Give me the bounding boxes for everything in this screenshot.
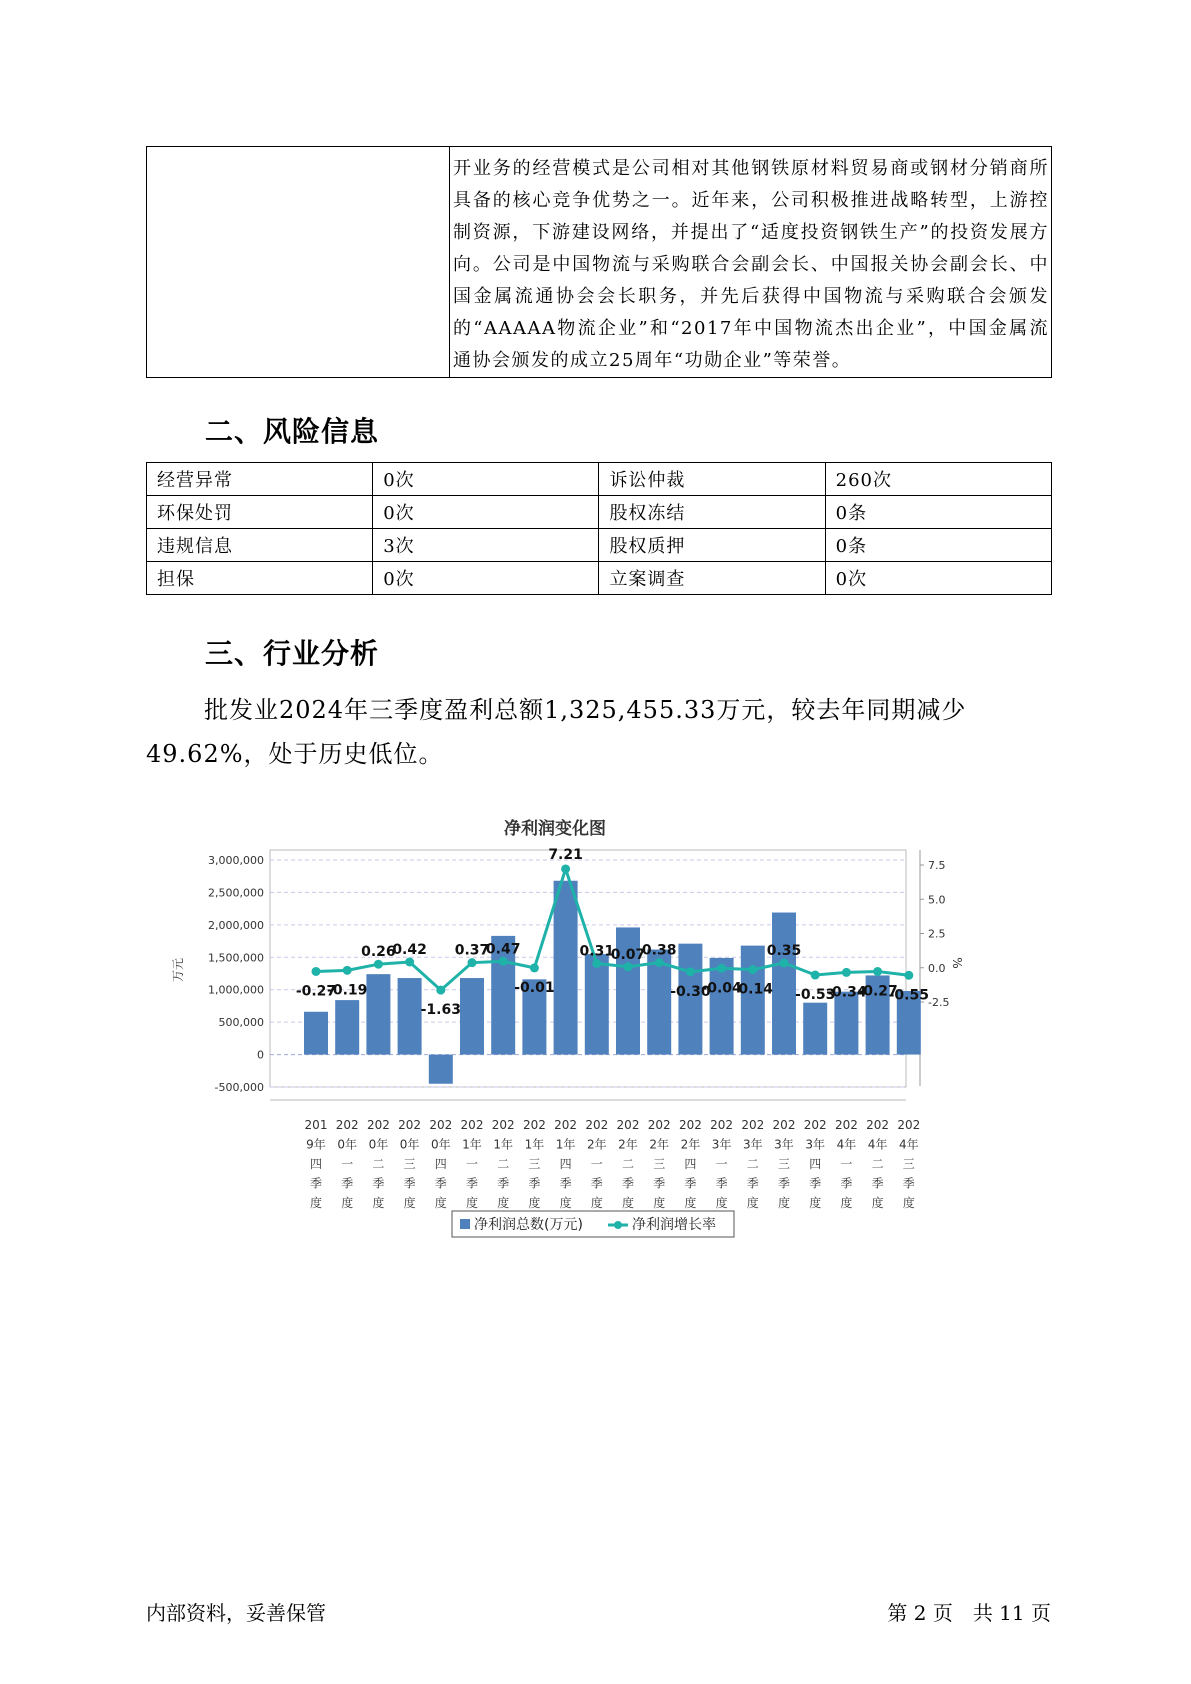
x-tick-label: 201 (304, 1118, 328, 1132)
x-tick-label: 2年 (680, 1137, 701, 1152)
x-tick-label: 度 (434, 1196, 447, 1210)
x-tick-label: 三 (777, 1157, 791, 1171)
x-tick-label: 度 (840, 1196, 853, 1210)
x-tick-label: 度 (528, 1196, 541, 1210)
x-tick-label: 季 (871, 1176, 884, 1191)
y2-tick-label: 5.0 (928, 893, 946, 907)
intro-table (146, 146, 1052, 378)
x-tick-label: 季 (497, 1176, 510, 1191)
x-tick-label: 二 (746, 1157, 759, 1171)
bar (585, 954, 609, 1055)
bar (304, 1012, 328, 1055)
bar (741, 946, 765, 1055)
x-tick-label: 季 (434, 1176, 447, 1191)
x-tick-label: 季 (621, 1176, 635, 1191)
y2-tick-label: 0.0 (928, 961, 946, 975)
risk-row (147, 529, 1052, 562)
x-tick-label: 9年 (306, 1137, 326, 1152)
x-tick-label: 四 (559, 1157, 572, 1171)
legend-line-label: 净利润增长率 (632, 1217, 716, 1233)
x-tick-label: 季 (840, 1176, 853, 1191)
y2-tick-label: 7.5 (928, 859, 946, 872)
bar (429, 1055, 453, 1084)
x-tick-label: 季 (590, 1176, 603, 1191)
x-tick-label: 202 (616, 1118, 640, 1132)
x-tick-label: 4年 (867, 1137, 888, 1152)
bar (398, 978, 422, 1055)
growth-point (405, 957, 414, 966)
growth-data-label: -0.04 (701, 980, 742, 997)
x-tick-label: 0年 (399, 1137, 420, 1152)
x-tick-label: 度 (777, 1196, 791, 1210)
growth-data-label: 0.38 (641, 942, 677, 959)
x-tick-label: 一 (590, 1157, 603, 1171)
risk-cell: 0次 (825, 562, 1051, 595)
footer-page-number: 第 2 页 共 11 页 (887, 1601, 1051, 1625)
growth-data-label: 7.21 (548, 846, 583, 863)
x-tick-label: 季 (902, 1176, 915, 1191)
x-tick-label: 3年 (805, 1137, 826, 1152)
x-tick-label: 四 (434, 1157, 447, 1171)
y-tick-label: 1,000,000 (208, 983, 264, 997)
x-tick-label: 2年 (649, 1137, 670, 1152)
growth-data-label: -1.63 (420, 1002, 461, 1019)
x-tick-label: 季 (372, 1176, 385, 1191)
x-tick-label: 三 (528, 1157, 541, 1171)
risk-cell: 股权冻结 (599, 496, 825, 529)
bar (366, 974, 390, 1054)
growth-point (842, 968, 851, 977)
risk-cell: 立案调查 (599, 562, 825, 595)
growth-data-label: 0.26 (361, 944, 396, 961)
growth-point (655, 958, 664, 967)
x-tick-label: 2年 (586, 1137, 607, 1152)
footer-left: 内部资料，妥善保管 (146, 1601, 326, 1625)
x-tick-label: 4年 (898, 1137, 919, 1152)
risk-row (147, 496, 1052, 529)
risk-cell: 0条 (825, 496, 1051, 529)
x-tick-label: 202 (366, 1118, 390, 1132)
x-tick-label: 202 (897, 1118, 921, 1132)
x-tick-label: 202 (866, 1118, 890, 1132)
x-tick-label: 202 (429, 1118, 453, 1132)
x-tick-label: 二 (871, 1157, 884, 1171)
risk-cell: 3次 (373, 529, 599, 562)
x-tick-label: 0年 (337, 1137, 358, 1152)
x-tick-label: 202 (772, 1118, 796, 1132)
growth-point (811, 971, 820, 980)
intro-text: 开业务的经营模式是公司相对其他钢铁原材料贸易商或钢材分销商所具备的核心竞争优势之一。近年来，公司积极推进战略转型，上游控制资源，下游建设网络，并提出了“适度投资钢铁生产”的投资发展方向。公司是中国物流与采购联合会副会长、中国报关协会副会长、中国金属流通协会会长职务，并先后获得中国物流与采购联合会颁发的“AAAAA物流企业”和“2017年中国物流杰出企业”，中国金属流通协会颁发的成立25周年“功勋企业”等荣誉。 (450, 147, 1052, 378)
risk-cell: 担保 (147, 562, 373, 595)
growth-data-label: 0.42 (392, 941, 427, 958)
x-tick-label: 一 (465, 1157, 479, 1171)
bar (834, 992, 858, 1055)
x-tick-label: 季 (777, 1176, 791, 1191)
growth-point (717, 964, 726, 973)
growth-point (374, 960, 383, 969)
x-tick-label: 季 (528, 1176, 541, 1191)
x-tick-label: 202 (678, 1118, 702, 1132)
x-tick-label: 四 (684, 1157, 697, 1171)
x-tick-label: 202 (741, 1118, 765, 1132)
growth-data-label: 0.47 (485, 941, 521, 958)
net-profit-chart (170, 810, 964, 1260)
risk-cell: 0次 (373, 562, 599, 595)
section-industry-title: 三、行业分析 (205, 637, 380, 670)
x-tick-label: 度 (746, 1196, 759, 1210)
x-tick-label: 度 (403, 1196, 416, 1210)
y-axis-label: 万元 (171, 957, 185, 983)
growth-point (343, 966, 352, 975)
growth-point (904, 971, 913, 980)
x-tick-label: 202 (647, 1118, 671, 1132)
x-tick-label: 202 (834, 1118, 858, 1132)
risk-row (147, 562, 1052, 595)
industry-paragraph: 批发业2024年三季度盈利总额1,325,455.33万元，较去年同期减少49.62%，处于历史低位。 (146, 696, 967, 768)
x-tick-label: 4年 (836, 1137, 857, 1152)
y2-axis-label: % (950, 957, 964, 969)
growth-data-label: -0.30 (670, 983, 711, 1000)
x-tick-label: 度 (684, 1196, 697, 1210)
x-tick-label: 度 (871, 1196, 884, 1210)
x-tick-label: 季 (309, 1176, 323, 1191)
x-tick-label: 二 (372, 1157, 385, 1171)
x-tick-label: 3年 (711, 1137, 732, 1152)
growth-data-label: -0.27 (857, 983, 898, 1000)
growth-data-label: 0.31 (579, 943, 615, 960)
x-tick-label: 202 (710, 1118, 734, 1132)
x-tick-label: 202 (585, 1118, 609, 1132)
x-tick-label: 度 (372, 1196, 385, 1210)
growth-point (686, 967, 695, 976)
x-tick-label: 一 (840, 1157, 853, 1171)
x-tick-label: 二 (621, 1157, 635, 1171)
x-tick-label: 3年 (742, 1137, 763, 1152)
growth-point (873, 967, 882, 976)
chart-title: 净利润变化图 (504, 819, 606, 839)
x-tick-label: 度 (497, 1196, 510, 1210)
x-tick-label: 度 (309, 1196, 323, 1210)
risk-cell: 0次 (373, 496, 599, 529)
y-tick-label: 2,000,000 (208, 918, 264, 932)
risk-table (146, 462, 1052, 595)
x-tick-label: 季 (809, 1176, 822, 1191)
x-tick-label: 202 (522, 1118, 546, 1132)
x-tick-label: 度 (341, 1196, 354, 1210)
growth-point (499, 957, 508, 966)
x-tick-label: 季 (746, 1176, 759, 1191)
legend-line-marker (614, 1221, 622, 1229)
chart-svg (170, 810, 964, 1260)
y-tick-label: 500,000 (218, 1016, 264, 1030)
growth-data-label: -0.27 (295, 983, 337, 1000)
growth-point (624, 962, 633, 971)
x-tick-label: 1年 (462, 1137, 482, 1152)
growth-point (468, 958, 477, 967)
x-tick-label: 202 (460, 1118, 484, 1132)
growth-line (316, 869, 909, 990)
x-tick-label: 2年 (618, 1137, 638, 1152)
x-tick-label: 0年 (368, 1137, 389, 1152)
growth-point (561, 864, 570, 873)
x-tick-label: 季 (715, 1176, 728, 1191)
x-tick-label: 3年 (774, 1137, 794, 1152)
risk-row (147, 463, 1052, 496)
y-tick-label: 2,500,000 (208, 886, 264, 900)
x-tick-label: 三 (902, 1157, 915, 1171)
y2-tick-label: -2.5 (928, 996, 950, 1009)
bar (772, 913, 796, 1055)
growth-point (748, 965, 757, 974)
x-tick-label: 四 (809, 1157, 822, 1171)
x-tick-label: 季 (465, 1176, 479, 1191)
x-tick-label: 四 (309, 1157, 323, 1171)
x-tick-label: 度 (621, 1196, 635, 1210)
growth-point (780, 958, 789, 967)
x-tick-label: 三 (653, 1157, 666, 1171)
growth-data-label: -0.01 (514, 979, 555, 996)
x-tick-label: 季 (341, 1176, 354, 1191)
growth-data-label: -0.34 (826, 984, 867, 1001)
bar (554, 881, 578, 1055)
x-tick-label: 202 (491, 1118, 515, 1132)
x-tick-label: 一 (341, 1157, 354, 1171)
x-tick-label: 度 (902, 1196, 915, 1210)
risk-cell: 环保处罚 (147, 496, 373, 529)
x-tick-label: 0年 (430, 1137, 451, 1152)
growth-point (312, 967, 321, 976)
bar (335, 1000, 359, 1054)
legend-bar-swatch (460, 1219, 470, 1229)
growth-data-label: -0.53 (795, 987, 836, 1004)
risk-cell: 0条 (825, 529, 1051, 562)
risk-cell: 经营异常 (147, 463, 373, 496)
x-tick-label: 202 (335, 1118, 359, 1132)
x-tick-label: 1年 (493, 1137, 514, 1152)
growth-point (436, 986, 445, 995)
x-tick-label: 度 (809, 1196, 822, 1210)
x-tick-label: 度 (465, 1196, 479, 1210)
intro-empty-cell (147, 147, 450, 378)
x-tick-label: 度 (653, 1196, 666, 1210)
growth-data-label: 0.37 (454, 942, 490, 959)
x-tick-label: 202 (554, 1118, 578, 1132)
x-tick-label: 度 (559, 1196, 572, 1210)
growth-point (530, 963, 539, 972)
x-tick-label: 202 (398, 1118, 422, 1132)
bar (803, 1003, 827, 1055)
growth-data-label: 0.07 (610, 946, 646, 963)
growth-data-label: 0.35 (766, 942, 802, 959)
risk-cell: 0次 (373, 463, 599, 496)
y2-tick-label: 2.5 (928, 927, 946, 941)
x-tick-label: 季 (403, 1176, 416, 1191)
legend-bar-label: 净利润总数(万元) (474, 1217, 583, 1233)
x-tick-label: 度 (715, 1196, 728, 1210)
section-risk-title: 二、风险信息 (205, 415, 380, 448)
risk-cell: 违规信息 (147, 529, 373, 562)
bar (460, 978, 484, 1055)
x-tick-label: 季 (653, 1176, 666, 1191)
y-tick-label: -500,000 (214, 1081, 264, 1094)
growth-data-label: -0.14 (732, 981, 773, 998)
y-tick-label: 1,500,000 (208, 951, 264, 965)
x-tick-label: 季 (684, 1176, 697, 1191)
x-tick-label: 1年 (524, 1137, 545, 1152)
y-tick-label: 3,000,000 (208, 854, 264, 867)
x-tick-label: 202 (803, 1118, 827, 1132)
risk-cell: 260次 (825, 463, 1051, 496)
x-tick-label: 季 (559, 1176, 572, 1191)
y-tick-label: 0 (257, 1048, 264, 1062)
growth-data-label: -0.55 (888, 987, 929, 1004)
x-tick-label: 二 (497, 1157, 510, 1171)
risk-cell: 股权质押 (599, 529, 825, 562)
growth-data-label: -0.19 (327, 982, 368, 999)
x-tick-label: 1年 (555, 1137, 576, 1152)
risk-cell: 诉讼仲裁 (599, 463, 825, 496)
x-tick-label: 三 (403, 1157, 416, 1171)
growth-point (592, 959, 601, 968)
x-tick-label: 一 (715, 1157, 728, 1171)
x-tick-label: 度 (590, 1196, 603, 1210)
